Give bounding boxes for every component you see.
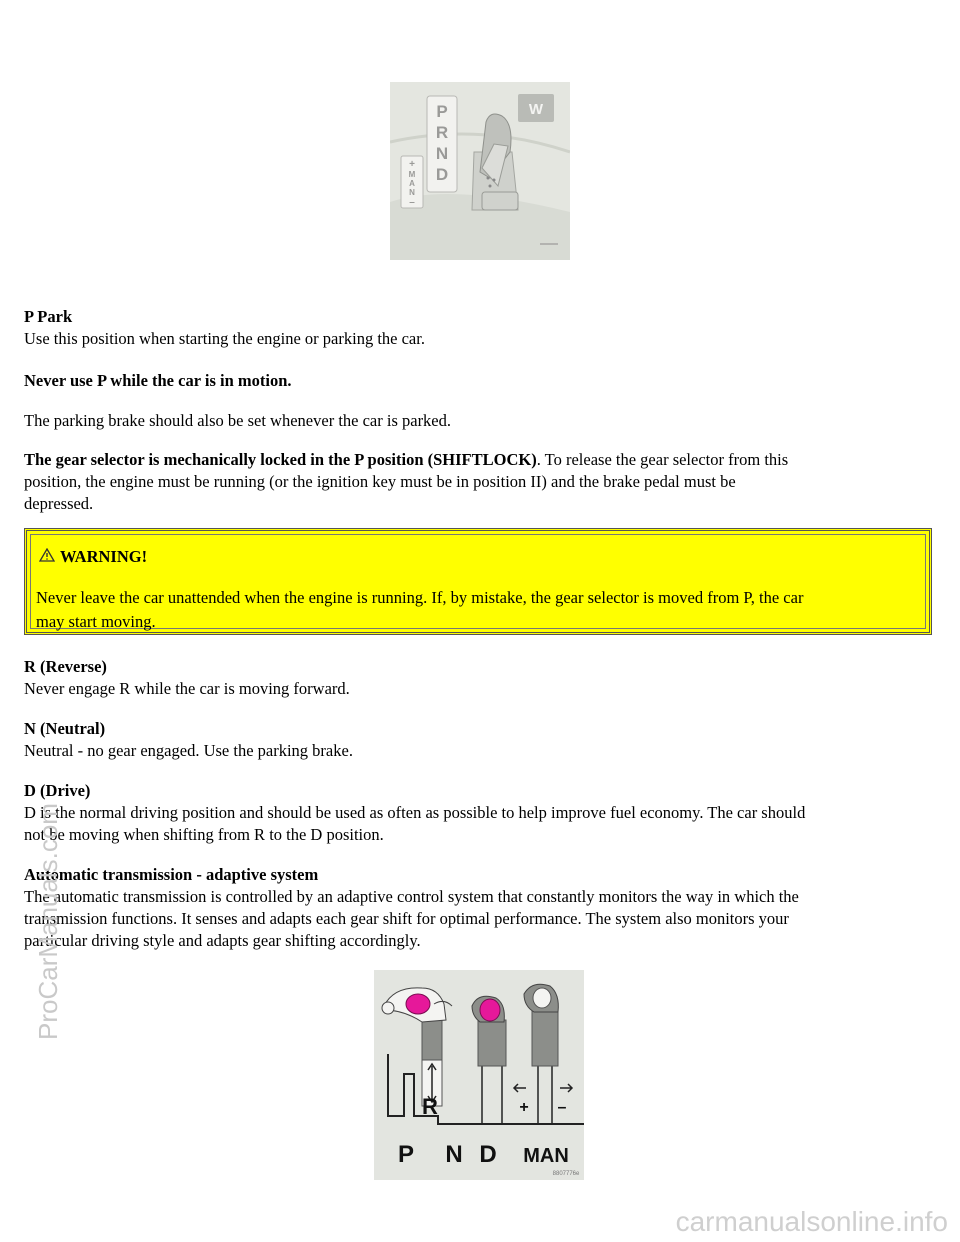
- warning-box: [24, 528, 932, 635]
- figure-code: 8807776e: [552, 1171, 580, 1177]
- gate-label-p: P: [397, 1141, 415, 1168]
- reverse-title: R (Reverse): [24, 657, 107, 676]
- w-button-label: W: [528, 101, 544, 118]
- adaptive-title: Automatic transmission - adaptive system: [24, 865, 319, 884]
- gate-label-n: N: [445, 1141, 463, 1168]
- shiftlock-line1: . To release the gear selector from this: [536, 450, 789, 469]
- warning-title: WARNING!: [60, 547, 148, 566]
- shiftlock-paragraph: [24, 449, 939, 471]
- parking-brake-text: The parking brake should also be set whenever the car is parked.: [24, 411, 452, 430]
- man-label-a: A: [409, 179, 415, 188]
- drive-line1: D is the normal driving position and should be used as often as possible to help improve fuel economy. The car should: [24, 803, 806, 822]
- warning-triangle-icon: [39, 548, 55, 562]
- selector-label-p: P: [436, 102, 448, 121]
- never-use-p-warning: Never use P while the car is in motion.: [24, 371, 292, 390]
- selector-label-r: R: [435, 123, 449, 142]
- adaptive-line1: The automatic transmission is controlled by an adaptive control system that constantly monitors the way in which the: [24, 887, 799, 906]
- man-label-minus: –: [409, 197, 415, 208]
- footer-watermark: carmanualsonline.info: [675, 1206, 948, 1237]
- neutral-text: Neutral - no gear engaged. Use the parking brake.: [24, 741, 353, 760]
- drive-title: D (Drive): [24, 781, 91, 800]
- man-label-plus: +: [409, 159, 415, 170]
- warning-text: [36, 586, 926, 634]
- shift-positions-figure: [374, 970, 584, 1180]
- plus-label: +: [519, 1099, 529, 1116]
- park-text: Use this position when starting the engine or parking the car.: [24, 329, 425, 348]
- park-title: P Park: [24, 307, 73, 326]
- shiftlock-line3: depressed.: [24, 494, 94, 513]
- neutral-title: N (Neutral): [24, 719, 106, 738]
- reverse-text: Never engage R while the car is moving forward.: [24, 679, 350, 698]
- gate-label-d: D: [479, 1141, 497, 1168]
- shiftlock-bold: The gear selector is mechanically locked in the P position (SHIFTLOCK): [24, 450, 537, 469]
- adaptive-line3: particular driving style and adapts gear shifting accordingly.: [24, 931, 421, 950]
- selector-label-d: D: [435, 165, 449, 184]
- minus-label: –: [557, 1099, 567, 1116]
- side-watermark-text: ProCarManuals.com: [33, 803, 63, 1040]
- drive-line2: not be moving when shifting from R to the D position.: [24, 825, 384, 844]
- shiftlock-line2: position, the engine must be running (or the ignition key must be in position II) and the brake pedal must be: [24, 472, 736, 491]
- man-label-m: M: [408, 170, 416, 179]
- gate-label-man: MAN: [523, 1145, 569, 1167]
- warning-line1: Never leave the car unattended when the engine is running. If, by mistake, the gear selector is moved from P, the car: [36, 588, 804, 607]
- gate-label-r: R: [422, 1094, 438, 1119]
- man-label-n: N: [409, 188, 415, 197]
- selector-label-n: N: [435, 144, 449, 163]
- warning-line2: may start moving.: [36, 612, 156, 631]
- gear-selector-figure: [390, 82, 570, 260]
- adaptive-line2: transmission functions. It senses and adapts each gear shift for optimal performance. The system also monitors your: [24, 909, 789, 928]
